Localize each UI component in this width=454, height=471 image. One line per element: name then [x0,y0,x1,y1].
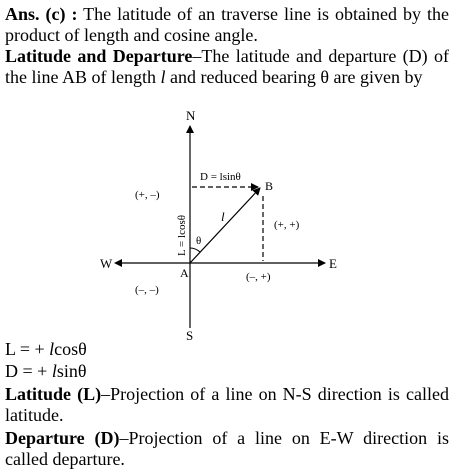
departure-formula: D = + lsinθ [5,361,87,381]
latitude-heading: Latitude (L) [5,384,102,404]
point-a-label: A [180,266,189,280]
latitude-formula: L = + lcosθ [5,339,87,359]
point-b-label: B [265,179,274,193]
answer-paragraph [5,4,449,46]
length-label: l [221,209,225,224]
west-label: W [100,256,113,271]
angle-label: θ [196,235,202,247]
bearing-diagram [100,108,350,340]
north-label: N [186,108,196,123]
departure-label: D = lsinθ [200,171,241,183]
length-variable: l [160,67,166,87]
latitude-definition: Latitude (L)–Projection of a line on N-S direction is called latitude. [5,384,449,425]
answer-text: The latitude of an traverse line is obtained by the product of length and cosine angle. [5,4,449,45]
quadrant-ne-label: (+, +) [274,219,300,231]
latitude-departure-heading: Latitude and Departure [5,46,193,66]
bearing-angle-arc [190,248,200,252]
latitude-label: L = lcosθ [176,214,188,256]
east-label: E [329,256,337,271]
latitude-departure-paragraph: Latitude and Departure–The latitude and departure (D) of the line AB of length l and reduced bearing θ are given by [5,46,449,87]
departure-definition: Departure (D)–Projection of a line on E-W direction is called departure. [5,428,449,469]
answer-label: Ans. (c) : [5,4,78,24]
quadrant-nw-label: (+, –) [135,189,160,201]
line-ab [190,188,260,263]
quadrant-sw-label: (–, –) [135,284,159,296]
west-arrow-icon [114,259,122,267]
south-label: S [186,328,194,340]
departure-heading: Departure (D) [5,428,120,448]
quadrant-se-label: (–, +) [246,271,271,283]
